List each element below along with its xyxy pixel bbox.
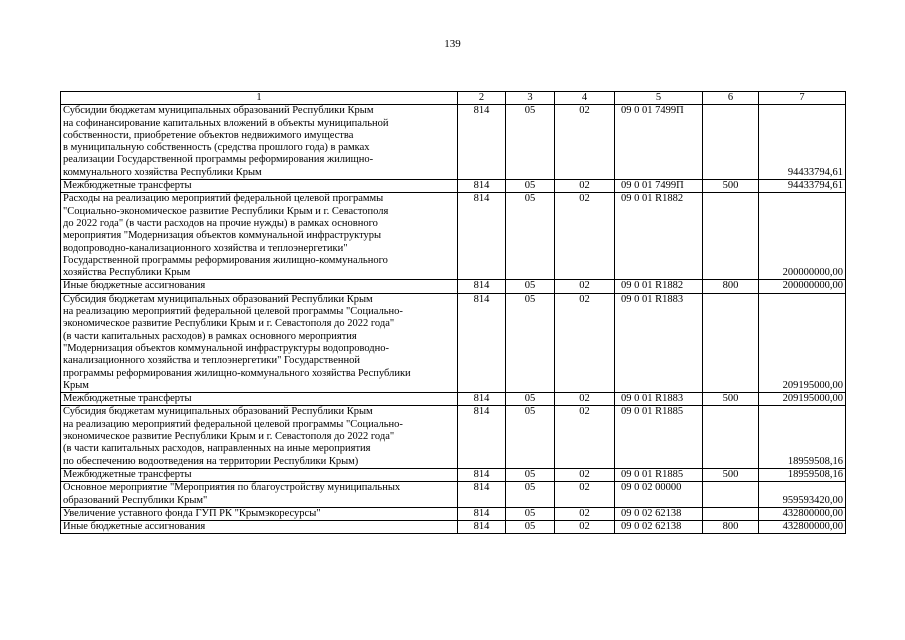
expense-type-code bbox=[703, 105, 759, 180]
amount-value: 200000000,00 bbox=[759, 280, 846, 293]
subsection-code: 02 bbox=[555, 280, 615, 293]
target-article-code: 09 0 02 62138 bbox=[615, 507, 703, 520]
table-row bbox=[61, 393, 846, 406]
target-article-code: 09 0 01 R1882 bbox=[615, 280, 703, 293]
amount-value: 959593420,00 bbox=[759, 482, 846, 508]
column-number-7: 7 bbox=[759, 92, 846, 105]
subsection-code: 02 bbox=[555, 521, 615, 534]
target-article-code: 09 0 01 R1885 bbox=[615, 468, 703, 481]
ministry-code: 814 bbox=[458, 393, 506, 406]
section-code: 05 bbox=[506, 507, 555, 520]
section-code: 05 bbox=[506, 180, 555, 193]
section-code: 05 bbox=[506, 468, 555, 481]
row-description: Иные бюджетные ассигнования bbox=[61, 521, 458, 534]
column-number-2: 2 bbox=[458, 92, 506, 105]
table-row bbox=[61, 293, 846, 392]
row-description: Субсидии бюджетам муниципальных образований Республики Крым на софинансирование капитальных вложений в объекты муниципальной собственности, приобретение объектов недвижимого имущества в муниципальную собственность (средства прошлого года) в рамках реализации Государственной программы реформирования жилищно- коммунального хозяйства Республики Крым bbox=[61, 105, 458, 180]
subsection-code: 02 bbox=[555, 507, 615, 520]
row-description: Увеличение уставного фонда ГУП РК "Крымэкоресурсы" bbox=[61, 507, 458, 520]
section-code: 05 bbox=[506, 406, 555, 468]
row-description: Иные бюджетные ассигнования bbox=[61, 280, 458, 293]
subsection-code: 02 bbox=[555, 193, 615, 280]
section-code: 05 bbox=[506, 193, 555, 280]
column-number-4: 4 bbox=[555, 92, 615, 105]
target-article-code: 09 0 01 7499П bbox=[615, 105, 703, 180]
ministry-code: 814 bbox=[458, 180, 506, 193]
expense-type-code bbox=[703, 406, 759, 468]
page-number: 139 bbox=[444, 38, 461, 50]
row-description: Расходы на реализацию мероприятий федеральной целевой программы "Социально-экономическое развитие Республики Крым и г. Севастополя до 2022 года" (в части расходов на прочие нужды) в рамках основного мероприятия "Модернизация объектов коммунальной инфраструктуры водопроводно-канализационного хозяйства и теплоэнергетики" Государственной программы реформирования жилищно-коммунального хозяйства Республики Крым bbox=[61, 193, 458, 280]
column-number-1: 1 bbox=[61, 92, 458, 105]
table-row bbox=[61, 406, 846, 468]
row-description: Межбюджетные трансферты bbox=[61, 393, 458, 406]
expense-type-code: 500 bbox=[703, 180, 759, 193]
amount-value: 209195000,00 bbox=[759, 293, 846, 392]
ministry-code: 814 bbox=[458, 193, 506, 280]
expense-type-code bbox=[703, 293, 759, 392]
amount-value: 18959508,16 bbox=[759, 468, 846, 481]
ministry-code: 814 bbox=[458, 507, 506, 520]
column-number-6: 6 bbox=[703, 92, 759, 105]
expense-type-code: 800 bbox=[703, 280, 759, 293]
target-article-code: 09 0 01 R1883 bbox=[615, 393, 703, 406]
section-code: 05 bbox=[506, 105, 555, 180]
amount-value: 432800000,00 bbox=[759, 507, 846, 520]
amount-value: 432800000,00 bbox=[759, 521, 846, 534]
column-number-3: 3 bbox=[506, 92, 555, 105]
budget-table bbox=[60, 91, 846, 534]
table-row bbox=[61, 482, 846, 508]
row-description: Межбюджетные трансферты bbox=[61, 180, 458, 193]
target-article-code: 09 0 01 R1883 bbox=[615, 293, 703, 392]
amount-value: 94433794,61 bbox=[759, 105, 846, 180]
section-code: 05 bbox=[506, 482, 555, 508]
amount-value: 209195000,00 bbox=[759, 393, 846, 406]
subsection-code: 02 bbox=[555, 468, 615, 481]
table-row bbox=[61, 193, 846, 280]
ministry-code: 814 bbox=[458, 521, 506, 534]
amount-value: 200000000,00 bbox=[759, 193, 846, 280]
expense-type-code: 800 bbox=[703, 521, 759, 534]
table-row bbox=[61, 180, 846, 193]
target-article-code: 09 0 01 7499П bbox=[615, 180, 703, 193]
row-description: Межбюджетные трансферты bbox=[61, 468, 458, 481]
section-code: 05 bbox=[506, 521, 555, 534]
ministry-code: 814 bbox=[458, 482, 506, 508]
section-code: 05 bbox=[506, 280, 555, 293]
expense-type-code bbox=[703, 482, 759, 508]
row-description: Основное мероприятие "Мероприятия по благоустройству муниципальных образований Республики Крым" bbox=[61, 482, 458, 508]
ministry-code: 814 bbox=[458, 280, 506, 293]
subsection-code: 02 bbox=[555, 180, 615, 193]
ministry-code: 814 bbox=[458, 406, 506, 468]
table-row bbox=[61, 521, 846, 534]
ministry-code: 814 bbox=[458, 468, 506, 481]
expense-type-code bbox=[703, 193, 759, 280]
expense-type-code: 500 bbox=[703, 393, 759, 406]
ministry-code: 814 bbox=[458, 293, 506, 392]
table-header-row bbox=[61, 92, 846, 105]
table-row bbox=[61, 105, 846, 180]
row-description: Субсидия бюджетам муниципальных образований Республики Крым на реализацию мероприятий федеральной целевой программы "Социально- экономическое развитие Республики Крым и г. Севастополя до 2022 года" (в части капитальных расходов, направленных на иные мероприятия по обеспечению водоотведения на территории Республики Крым) bbox=[61, 406, 458, 468]
section-code: 05 bbox=[506, 293, 555, 392]
expense-type-code bbox=[703, 507, 759, 520]
target-article-code: 09 0 02 62138 bbox=[615, 521, 703, 534]
amount-value: 18959508,16 bbox=[759, 406, 846, 468]
subsection-code: 02 bbox=[555, 393, 615, 406]
section-code: 05 bbox=[506, 393, 555, 406]
amount-value: 94433794,61 bbox=[759, 180, 846, 193]
subsection-code: 02 bbox=[555, 105, 615, 180]
table-row bbox=[61, 280, 846, 293]
target-article-code: 09 0 01 R1885 bbox=[615, 406, 703, 468]
subsection-code: 02 bbox=[555, 293, 615, 392]
table-row bbox=[61, 507, 846, 520]
target-article-code: 09 0 01 R1882 bbox=[615, 193, 703, 280]
ministry-code: 814 bbox=[458, 105, 506, 180]
row-description: Субсидия бюджетам муниципальных образований Республики Крым на реализацию мероприятий федеральной целевой программы "Социально- экономическое развитие Республики Крым и г. Севастополя до 2022 года" (в части капитальных расходов) в рамках основного мероприятия "Модернизация объектов коммунальной инфраструктуры водопроводно- канализационного хозяйства и теплоэнергетики" Государственной программы реформирования жилищно-коммунального хозяйства Республики Крым bbox=[61, 293, 458, 392]
target-article-code: 09 0 02 00000 bbox=[615, 482, 703, 508]
table-row bbox=[61, 468, 846, 481]
subsection-code: 02 bbox=[555, 406, 615, 468]
subsection-code: 02 bbox=[555, 482, 615, 508]
column-number-5: 5 bbox=[615, 92, 703, 105]
expense-type-code: 500 bbox=[703, 468, 759, 481]
